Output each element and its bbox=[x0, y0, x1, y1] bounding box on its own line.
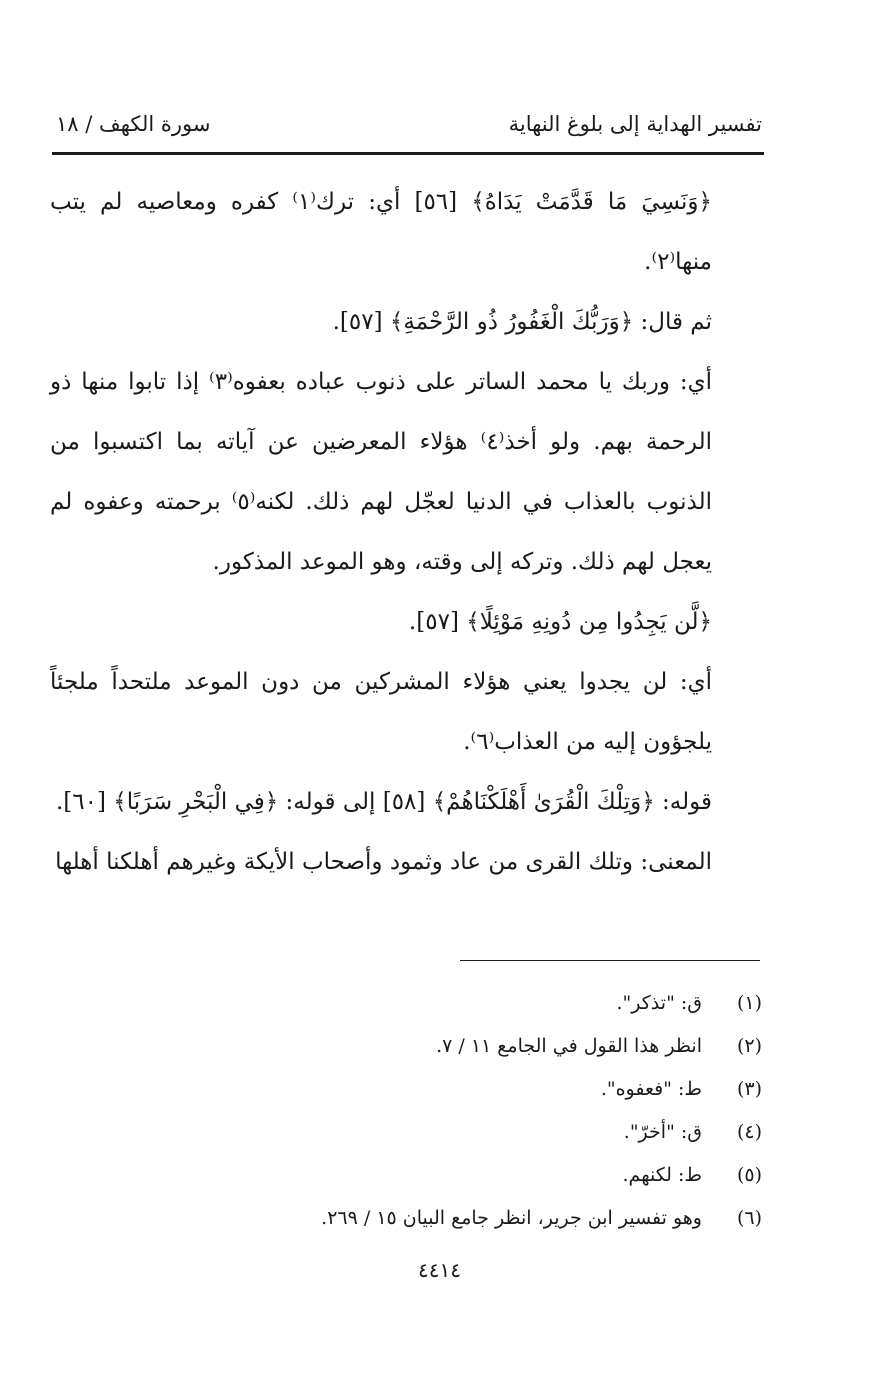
footnote bbox=[50, 1154, 762, 1197]
verse-line: قوله: ﴿وَتِلْكَ الْقُرَىٰ أَهْلَكْنَاهُمْ﴾ [٥٨] إلى قوله: ﴿فِي الْبَحْرِ سَرَبًا﴾ [٦٠]. bbox=[55, 789, 712, 815]
commentary-paragraph: أي: لن يجدوا يعني هؤلاء المشركين من دون الموعد ملتحداً ملجئاً يلجؤون إليه من العذاب⁽٦⁾. bbox=[50, 669, 712, 755]
footnote-text: ق: "تذكر". bbox=[616, 992, 702, 1014]
book-title: تفسير الهداية إلى بلوغ النهاية bbox=[508, 112, 762, 136]
footnote-text: ق: "أخرّ". bbox=[623, 1121, 702, 1143]
footnote-number: (٣) bbox=[736, 1078, 762, 1100]
footnote-number: (٢) bbox=[736, 1035, 762, 1057]
footnote-text: ط: "فعفوه". bbox=[600, 1078, 702, 1100]
verse-line: ﴿وَنَسِيَ مَا قَدَّمَتْ يَدَاهُ﴾ [٥٦] أي: ترك⁽١⁾ كفره ومعاصيه لم يتب منها⁽٢⁾. bbox=[50, 189, 712, 275]
surah-reference: سورة الكهف / ١٨ bbox=[56, 112, 211, 136]
page-number: ٤٤١٤ bbox=[418, 1258, 461, 1282]
footnote-number: (١) bbox=[736, 992, 762, 1014]
footnote-text: انظر هذا القول في الجامع ١١ / ٧. bbox=[436, 1035, 702, 1057]
footnote-number: (٤) bbox=[736, 1121, 762, 1143]
commentary-paragraph: أي: وربك يا محمد الساتر على ذنوب عباده بعفوه⁽٣⁾ إذا تابوا منها ذو الرحمة بهم. ولو أخذ⁽٤⁾ هؤلاء المعرضين عن آياته بما اكتسبوا من الذنوب بالعذاب في الدنيا لعجّل لهم ذلك. لكنه⁽٥⁾ برحمته وعفوه لم يعجل لهم ذلك. وتركه إلى وقته، وهو الموعد المذكور. bbox=[50, 369, 713, 575]
header-rule bbox=[52, 152, 764, 155]
footnote-number: (٥) bbox=[736, 1164, 762, 1186]
verse-line: ﴿لَّن يَجِدُوا مِن دُونِهِ مَوْئِلًا﴾ [٥٧]. bbox=[408, 609, 712, 635]
main-text bbox=[50, 172, 762, 892]
footnotes bbox=[50, 982, 762, 1240]
footnote-number: (٦) bbox=[736, 1207, 762, 1229]
footnote bbox=[50, 1025, 762, 1068]
verse-line: ثم قال: ﴿وَرَبُّكَ الْغَفُورُ ذُو الرَّحْمَةِ﴾ [٥٧]. bbox=[332, 309, 712, 335]
footnote bbox=[50, 1197, 762, 1240]
footnote-separator bbox=[460, 960, 760, 961]
footnote-text: ط: لكنهم. bbox=[622, 1164, 702, 1186]
footnote bbox=[50, 1068, 762, 1111]
commentary-paragraph: المعنى: وتلك القرى من عاد وثمود وأصحاب الأيكة وغيرهم أهلكنا أهلها bbox=[55, 849, 712, 875]
footnote bbox=[50, 982, 762, 1025]
footnote bbox=[50, 1111, 762, 1154]
running-header bbox=[52, 108, 764, 144]
footnote-text: وهو تفسير ابن جرير، انظر جامع البيان ١٥ / ٢٦٩. bbox=[321, 1207, 702, 1229]
